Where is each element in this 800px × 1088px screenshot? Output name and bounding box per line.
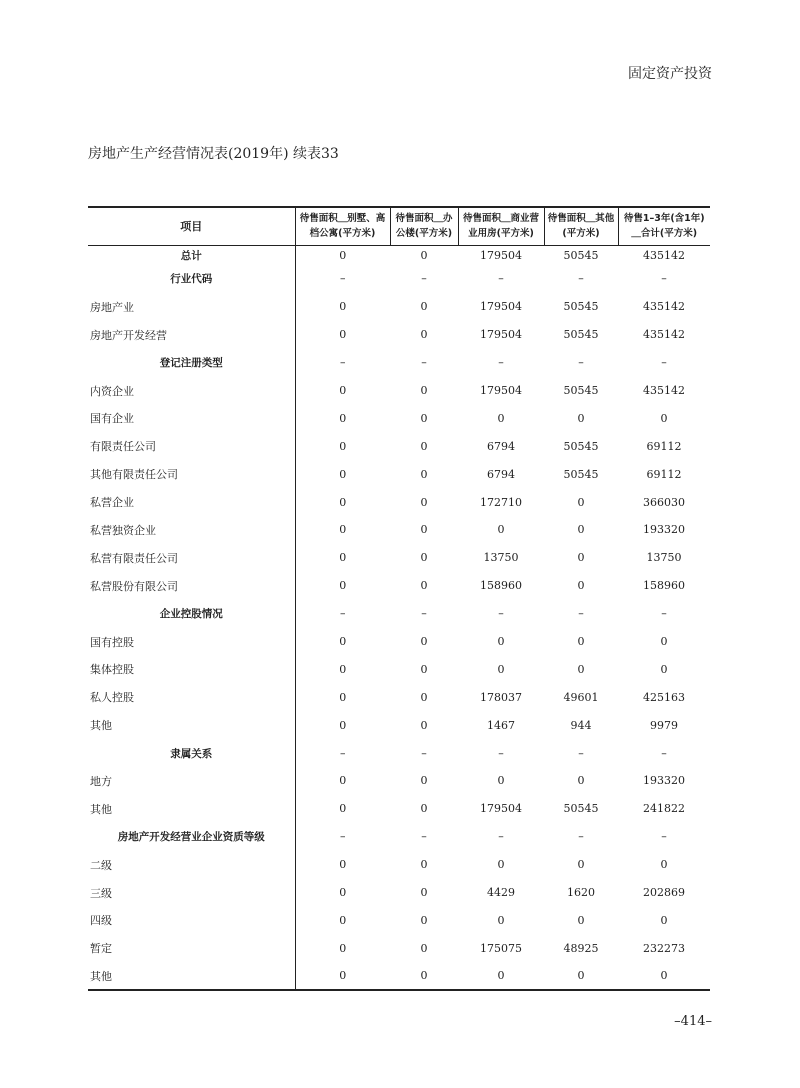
table-cell: 944 [570, 718, 592, 732]
table-cell: 50545 [563, 384, 599, 397]
table-cell: 0 [295, 934, 390, 962]
table-cell: 0 [295, 628, 390, 656]
table-row [88, 245, 710, 265]
table-cell: – [578, 356, 584, 370]
table-row [88, 404, 710, 432]
table-cell: 0 [295, 432, 390, 460]
table-cell: 0 [420, 328, 428, 342]
table-cell: 0 [577, 551, 585, 565]
table-cell: – [498, 830, 504, 844]
column-header: 待售面积＿别墅、高档公寓(平方米) [295, 207, 390, 245]
table-cell: – [295, 600, 390, 628]
table-cell: – [498, 272, 504, 286]
table-row [88, 683, 710, 711]
table-cell: 0 [497, 662, 505, 676]
table-cell: 0 [497, 635, 505, 649]
table-cell: – [421, 746, 427, 760]
table-cell: 0 [420, 662, 428, 676]
table-cell: 69112 [646, 439, 682, 453]
table-cell: 0 [295, 245, 390, 265]
table-cell: 0 [577, 662, 585, 676]
table-cell: 0 [420, 718, 428, 732]
table-cell: 0 [295, 795, 390, 823]
table-cell: 0 [420, 551, 428, 565]
row-label: 私营股份有限公司 [90, 579, 178, 593]
column-header: 待售面积＿其他(平方米) [544, 207, 618, 245]
table-cell: – [295, 739, 390, 767]
row-label: 内资企业 [90, 384, 134, 398]
table-cell: 0 [420, 802, 428, 816]
row-label: 暂定 [90, 942, 112, 956]
table-row [88, 265, 710, 293]
table-cell: – [498, 607, 504, 621]
table-cell: 0 [295, 851, 390, 879]
table-cell: 0 [420, 690, 428, 704]
table-cell: – [578, 830, 584, 844]
table-cell: 232273 [643, 941, 685, 955]
table-cell: 175075 [480, 941, 522, 955]
table-cell: – [498, 746, 504, 760]
row-label: 登记注册类型 [159, 357, 223, 370]
table-cell: 0 [497, 913, 505, 927]
table-cell: 1620 [567, 886, 595, 900]
table-cell: 0 [295, 767, 390, 795]
row-label: 其他有限责任公司 [90, 468, 178, 482]
table-row [88, 739, 710, 767]
table-cell: 158960 [480, 579, 522, 593]
table-row [88, 795, 710, 823]
table-cell: 435142 [643, 248, 685, 262]
table-row [88, 572, 710, 600]
table-cell: – [421, 272, 427, 286]
table-cell: 0 [295, 879, 390, 907]
table-cell: 0 [420, 774, 428, 788]
table-row [88, 906, 710, 934]
table-cell: 4429 [487, 886, 515, 900]
table-cell: 13750 [483, 551, 519, 565]
table-cell: 13750 [646, 551, 682, 565]
table-cell: – [661, 830, 667, 844]
table-cell: 50545 [563, 802, 599, 816]
table-cell: 0 [577, 913, 585, 927]
table-cell: 158960 [643, 579, 685, 593]
table-cell: 179504 [480, 300, 522, 314]
table-cell: 435142 [643, 328, 685, 342]
table-cell: – [661, 746, 667, 760]
row-label: 其他 [90, 802, 112, 816]
table-row [88, 432, 710, 460]
table-cell: – [498, 356, 504, 370]
table-cell: 0 [295, 377, 390, 405]
table-row [88, 879, 710, 907]
table-cell: 0 [420, 579, 428, 593]
table-cell: 50545 [563, 467, 599, 481]
table-cell: – [578, 272, 584, 286]
table-row [88, 460, 710, 488]
table-cell: 48925 [563, 941, 599, 955]
table-cell: 0 [660, 411, 668, 425]
table-cell: 0 [295, 321, 390, 349]
table-row [88, 321, 710, 349]
table-cell: 69112 [646, 467, 682, 481]
table-cell: 0 [497, 774, 505, 788]
table-cell: 0 [577, 523, 585, 537]
row-label: 行业代码 [170, 273, 213, 286]
table-cell: 179504 [480, 384, 522, 397]
table-cell: 193320 [643, 523, 685, 537]
column-header: 项目 [180, 219, 203, 233]
row-label: 四级 [90, 914, 112, 928]
row-label: 房地产开发经营 [90, 328, 167, 342]
row-label: 企业控股情况 [159, 608, 223, 621]
table-cell: 0 [420, 300, 428, 314]
row-label: 私营企业 [90, 496, 134, 510]
table-row [88, 516, 710, 544]
table-row [88, 600, 710, 628]
table-cell: 0 [295, 711, 390, 739]
table-cell: 366030 [643, 495, 685, 509]
table-cell: 178037 [480, 690, 522, 704]
row-label: 三级 [90, 886, 112, 900]
table-cell: 0 [577, 579, 585, 593]
table-cell: 241822 [643, 802, 685, 816]
table-cell: 9979 [650, 718, 678, 732]
table-cell: 0 [295, 404, 390, 432]
row-label: 其他 [90, 719, 112, 733]
row-label: 私人控股 [90, 691, 134, 705]
table-row [88, 544, 710, 572]
table-cell: – [295, 265, 390, 293]
table-cell: 49601 [563, 690, 599, 704]
table-cell: 0 [420, 913, 428, 927]
table-cell: 172710 [480, 495, 522, 509]
row-label: 其他 [90, 969, 112, 983]
table-cell: 0 [577, 774, 585, 788]
table-cell: – [295, 823, 390, 851]
table-cell: 202869 [643, 886, 685, 900]
table-cell: 0 [295, 906, 390, 934]
row-label: 有限责任公司 [90, 440, 156, 454]
column-header: 待售面积＿商业营业用房(平方米) [458, 207, 544, 245]
table-cell: 0 [420, 439, 428, 453]
table-cell: 0 [420, 384, 428, 397]
row-label: 国有控股 [90, 635, 134, 649]
row-label: 房地产业 [90, 300, 134, 314]
table-cell: 0 [420, 941, 428, 955]
table-cell: 0 [660, 969, 668, 983]
table-row [88, 293, 710, 321]
table-cell: 50545 [563, 248, 599, 262]
table-header-row [88, 207, 710, 245]
table-cell: – [661, 356, 667, 370]
table-row [88, 488, 710, 516]
table-cell: 179504 [480, 328, 522, 342]
table-cell: 0 [577, 635, 585, 649]
table-cell: 0 [420, 467, 428, 481]
table-cell: 0 [497, 411, 505, 425]
table-cell: 425163 [643, 690, 685, 704]
table-cell: 0 [497, 969, 505, 983]
table-cell: 0 [577, 411, 585, 425]
table-cell: 435142 [643, 384, 685, 397]
table-cell: 193320 [643, 774, 685, 788]
row-label: 隶属关系 [170, 747, 213, 760]
table-cell: 0 [660, 858, 668, 872]
table-row [88, 628, 710, 656]
table-cell: 0 [577, 969, 585, 983]
table-cell: 0 [497, 858, 505, 872]
section-header: 固定资产投资 [628, 66, 712, 82]
row-label: 私营独资企业 [90, 523, 156, 537]
table-cell: 179504 [480, 802, 522, 816]
table-cell: 0 [420, 635, 428, 649]
table-cell: – [295, 349, 390, 377]
table-row [88, 934, 710, 962]
table-cell: 435142 [643, 300, 685, 314]
table-cell: 0 [295, 962, 390, 990]
table-row [88, 962, 710, 990]
table-cell: 0 [295, 572, 390, 600]
table-cell: 0 [420, 411, 428, 425]
column-header: 待售1–3年(含1年)＿合计(平方米) [618, 207, 710, 245]
table-cell: 0 [420, 969, 428, 983]
table-cell: 1467 [487, 718, 515, 732]
table-cell: 179504 [480, 248, 522, 262]
table-cell: 0 [660, 913, 668, 927]
table-cell: 0 [660, 635, 668, 649]
page-number: –414– [674, 1014, 712, 1029]
table-cell: 0 [577, 858, 585, 872]
table-row [88, 655, 710, 683]
table-cell: 0 [577, 495, 585, 509]
row-label: 二级 [90, 858, 112, 872]
table-cell: – [578, 607, 584, 621]
table-cell: 0 [660, 662, 668, 676]
table-cell: 0 [295, 488, 390, 516]
table-cell: 0 [295, 516, 390, 544]
table-cell: – [578, 746, 584, 760]
table-cell: 50545 [563, 300, 599, 314]
row-label: 集体控股 [90, 663, 134, 677]
table-cell: 0 [295, 293, 390, 321]
table-row [88, 349, 710, 377]
table-cell: 50545 [563, 439, 599, 453]
table-cell: 6794 [487, 467, 515, 481]
table-cell: 0 [420, 523, 428, 537]
table-row [88, 823, 710, 851]
table-title: 房地产生产经营情况表(2019年) 续表33 [88, 146, 339, 162]
table-cell: – [421, 356, 427, 370]
table-cell: 0 [497, 523, 505, 537]
table-cell: 0 [420, 495, 428, 509]
table-cell: 0 [420, 248, 428, 262]
data-table [88, 206, 710, 991]
table-cell: 0 [295, 683, 390, 711]
table-row [88, 377, 710, 405]
row-label: 房地产开发经营业企业资质等级 [117, 831, 265, 844]
table-cell: – [661, 607, 667, 621]
row-label: 国有企业 [90, 412, 134, 426]
row-label: 地方 [90, 774, 112, 788]
table-row [88, 711, 710, 739]
column-header: 待售面积＿办公楼(平方米) [390, 207, 458, 245]
table-cell: – [421, 830, 427, 844]
table-cell: 0 [295, 544, 390, 572]
table-cell: 0 [420, 858, 428, 872]
table-cell: – [661, 272, 667, 286]
table-row [88, 767, 710, 795]
table-row [88, 851, 710, 879]
table-cell: 0 [295, 655, 390, 683]
row-label: 总计 [180, 249, 202, 262]
table-cell: 6794 [487, 439, 515, 453]
table-cell: 50545 [563, 328, 599, 342]
table-cell: 0 [420, 886, 428, 900]
table-cell: – [421, 607, 427, 621]
table-cell: 0 [295, 460, 390, 488]
row-label: 私营有限责任公司 [90, 551, 178, 565]
